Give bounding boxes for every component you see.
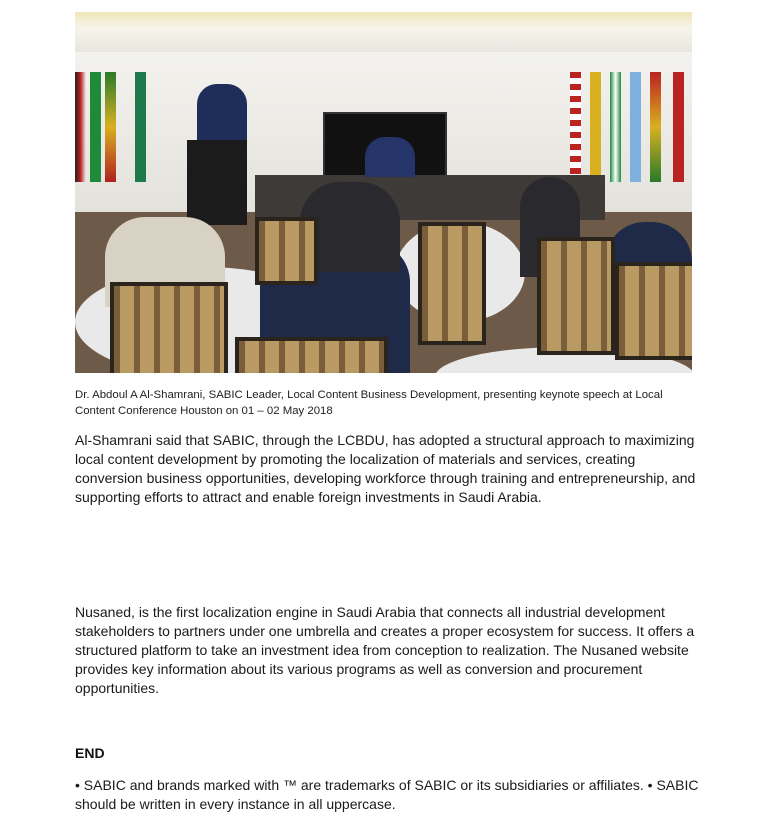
chair: [110, 282, 228, 373]
flag: [630, 72, 641, 182]
chair: [235, 337, 388, 373]
chair: [615, 262, 692, 360]
paragraph-nusaned: Nusaned, is the first localization engine in Saudi Arabia that connects all industrial development stakeholders to partners under one umbrella and creates a proper ecosystem for success. It offers a structured platform to take an investment idea from conception to realization. The Nusaned website provides key information about its various programs as well as conversion and procurement opportunities.: [75, 604, 695, 696]
flag: [570, 72, 581, 182]
flag: [673, 72, 684, 182]
podium: [187, 140, 247, 225]
seated-panelist: [365, 137, 415, 177]
ceiling: [75, 12, 692, 52]
chair: [255, 217, 318, 285]
flag: [105, 72, 116, 182]
trademark-footer: • SABIC and brands marked with ™ are trademarks of SABIC or its subsidiaries or affiliates. • SABIC should be written in every instance in all uppercase.: [75, 777, 699, 812]
flag: [590, 72, 601, 182]
paragraph-lcbdu: Al-Shamrani said that SABIC, through the LCBDU, has adopted a structural approach to maximizing local content development by promoting the localization of materials and services, creating conversion business opportunities, developing workforce through training and entrepreneurship, and supporting efforts to attract and enable foreign investments in Saudi Arabia.: [75, 432, 696, 505]
photo-caption: Dr. Abdoul A Al-Shamrani, SABIC Leader, Local Content Business Development, presenting keynote speech at Local Content Conference Houston on 01 – 02 May 2018: [75, 389, 663, 417]
flag: [75, 72, 86, 182]
flag: [90, 72, 101, 182]
chair: [537, 237, 615, 355]
speaker: [197, 84, 247, 144]
flag: [610, 72, 621, 182]
flag: [135, 72, 146, 182]
chair: [418, 222, 486, 345]
flag: [650, 72, 661, 182]
end-marker: END: [75, 745, 105, 761]
conference-photo: [75, 12, 692, 373]
